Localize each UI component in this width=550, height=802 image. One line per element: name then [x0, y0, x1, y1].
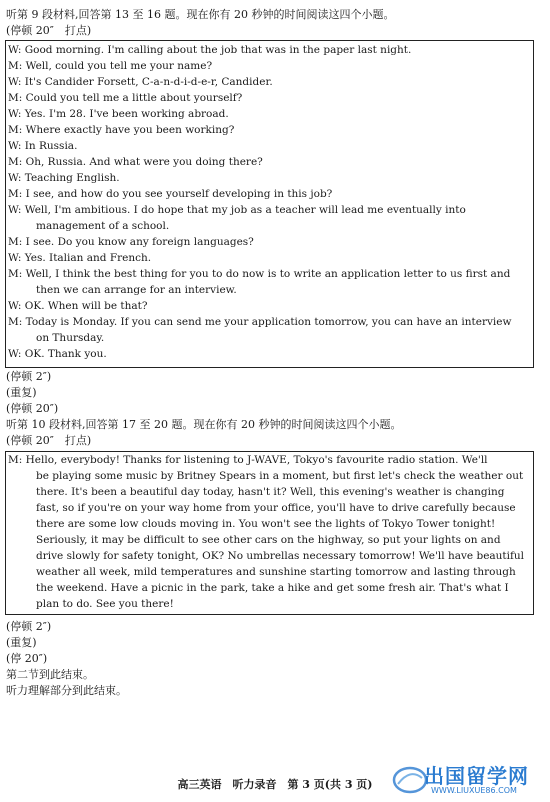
- section10-pause-after: (停顿 2″): [6, 620, 52, 633]
- dialogue-line: W: OK. When will be that?: [8, 300, 148, 312]
- section9-pause-before: (停顿 20″ 打点): [6, 24, 92, 37]
- dialogue-line: on Thursday.: [36, 332, 105, 344]
- section9-heading: 听第 9 段材料,回答第 13 至 16 题。现在你有 20 秒钟的时间阅读这四个小题。: [6, 8, 395, 21]
- section10-pause-end: (停 20″): [6, 652, 48, 665]
- watermark-url: WWW.LIUXUE86.COM: [431, 786, 517, 795]
- dialogue-line: W: In Russia.: [8, 140, 78, 152]
- closing-line: 听力理解部分到此结束。: [6, 684, 127, 697]
- dialogue-line: W: OK. Thank you.: [8, 348, 107, 360]
- section9-repeat: (重复): [6, 386, 37, 399]
- closing-line: 第二节到此结束。: [6, 668, 94, 681]
- dialogue-line: M: Where exactly have you been working?: [8, 124, 235, 136]
- dialogue-line: M: Oh, Russia. And what were you doing there?: [8, 156, 263, 168]
- dialogue-line: W: Good morning. I'm calling about the job that was in the paper last night.: [8, 44, 412, 56]
- dialogue-line: M: Well, I think the best thing for you to do now is to write an application letter to us first and: [8, 268, 511, 280]
- section10-pause-before: (停顿 20″ 打点): [6, 434, 92, 447]
- section10-repeat: (重复): [6, 636, 37, 649]
- monologue-line: weather all week, mild temperatures and sunshine starting tomorrow and lasting through: [36, 566, 516, 578]
- dialogue-box: [5, 40, 534, 368]
- watermark-text: 出国留学网: [424, 764, 529, 788]
- monologue-line: Seriously, it may be difficult to see other cars on the highway, so put your lights on and: [36, 534, 501, 546]
- dialogue-line: M: I see, and how do you see yourself developing in this job?: [8, 188, 333, 200]
- dialogue-line: W: Teaching English.: [8, 172, 120, 184]
- dialogue-line: W: Yes. I'm 28. I've been working abroad.: [8, 108, 229, 120]
- monologue-box: [5, 451, 534, 615]
- dialogue-line: M: Today is Monday. If you can send me your application tomorrow, you can have an interview: [8, 316, 512, 328]
- monologue-line: plan to do. See you there!: [36, 598, 174, 610]
- dialogue-line: W: Yes. Italian and French.: [8, 252, 152, 264]
- dialogue-line: then we can arrange for an interview.: [36, 284, 237, 296]
- dialogue-line: W: It's Candider Forsett, C-a-n-d-i-d-e-r, Candider.: [8, 76, 273, 88]
- monologue-line: there are some low clouds moving in. You won't see the lights of Tokyo Tower tonight!: [36, 518, 496, 530]
- section9-pause-after: (停顿 2″): [6, 370, 52, 383]
- dialogue-line: M: I see. Do you know any foreign languages?: [8, 236, 254, 248]
- section10-heading: 听第 10 段材料,回答第 17 至 20 题。现在你有 20 秒钟的时间阅读这四个小题。: [6, 418, 402, 431]
- dialogue-line: W: Well, I'm ambitious. I do hope that my job as a teacher will lead me eventually into: [8, 204, 466, 216]
- monologue-line: there. It's been a beautiful day today, hasn't it? Well, this evening's weather is changing: [36, 486, 505, 498]
- monologue-line: be playing some music by Britney Spears in a moment, but first let's check the weather out: [36, 470, 524, 482]
- dialogue-line: M: Well, could you tell me your name?: [8, 60, 213, 72]
- monologue-line: M: Hello, everybody! Thanks for listening to J-WAVE, Tokyo's favourite radio station. We'll: [8, 454, 488, 466]
- section9-pause-end: (停顿 20″): [6, 402, 59, 415]
- dialogue-line: M: Could you tell me a little about yourself?: [8, 92, 243, 104]
- monologue-line: fast, so if you're on your way home from your office, you'll have to drive carefully because: [36, 502, 516, 514]
- monologue-line: the weekend. Have a picnic in the park, take a hike and get some fresh air. That's what I: [36, 582, 509, 594]
- page-footer: 高三英语 听力录音 第 3 页(共 3 页): [177, 778, 373, 791]
- dialogue-line: management of a school.: [36, 220, 170, 232]
- monologue-line: drive slowly for safety tonight, OK? No umbrellas necessary tomorrow! We'll have beautiful: [36, 550, 525, 562]
